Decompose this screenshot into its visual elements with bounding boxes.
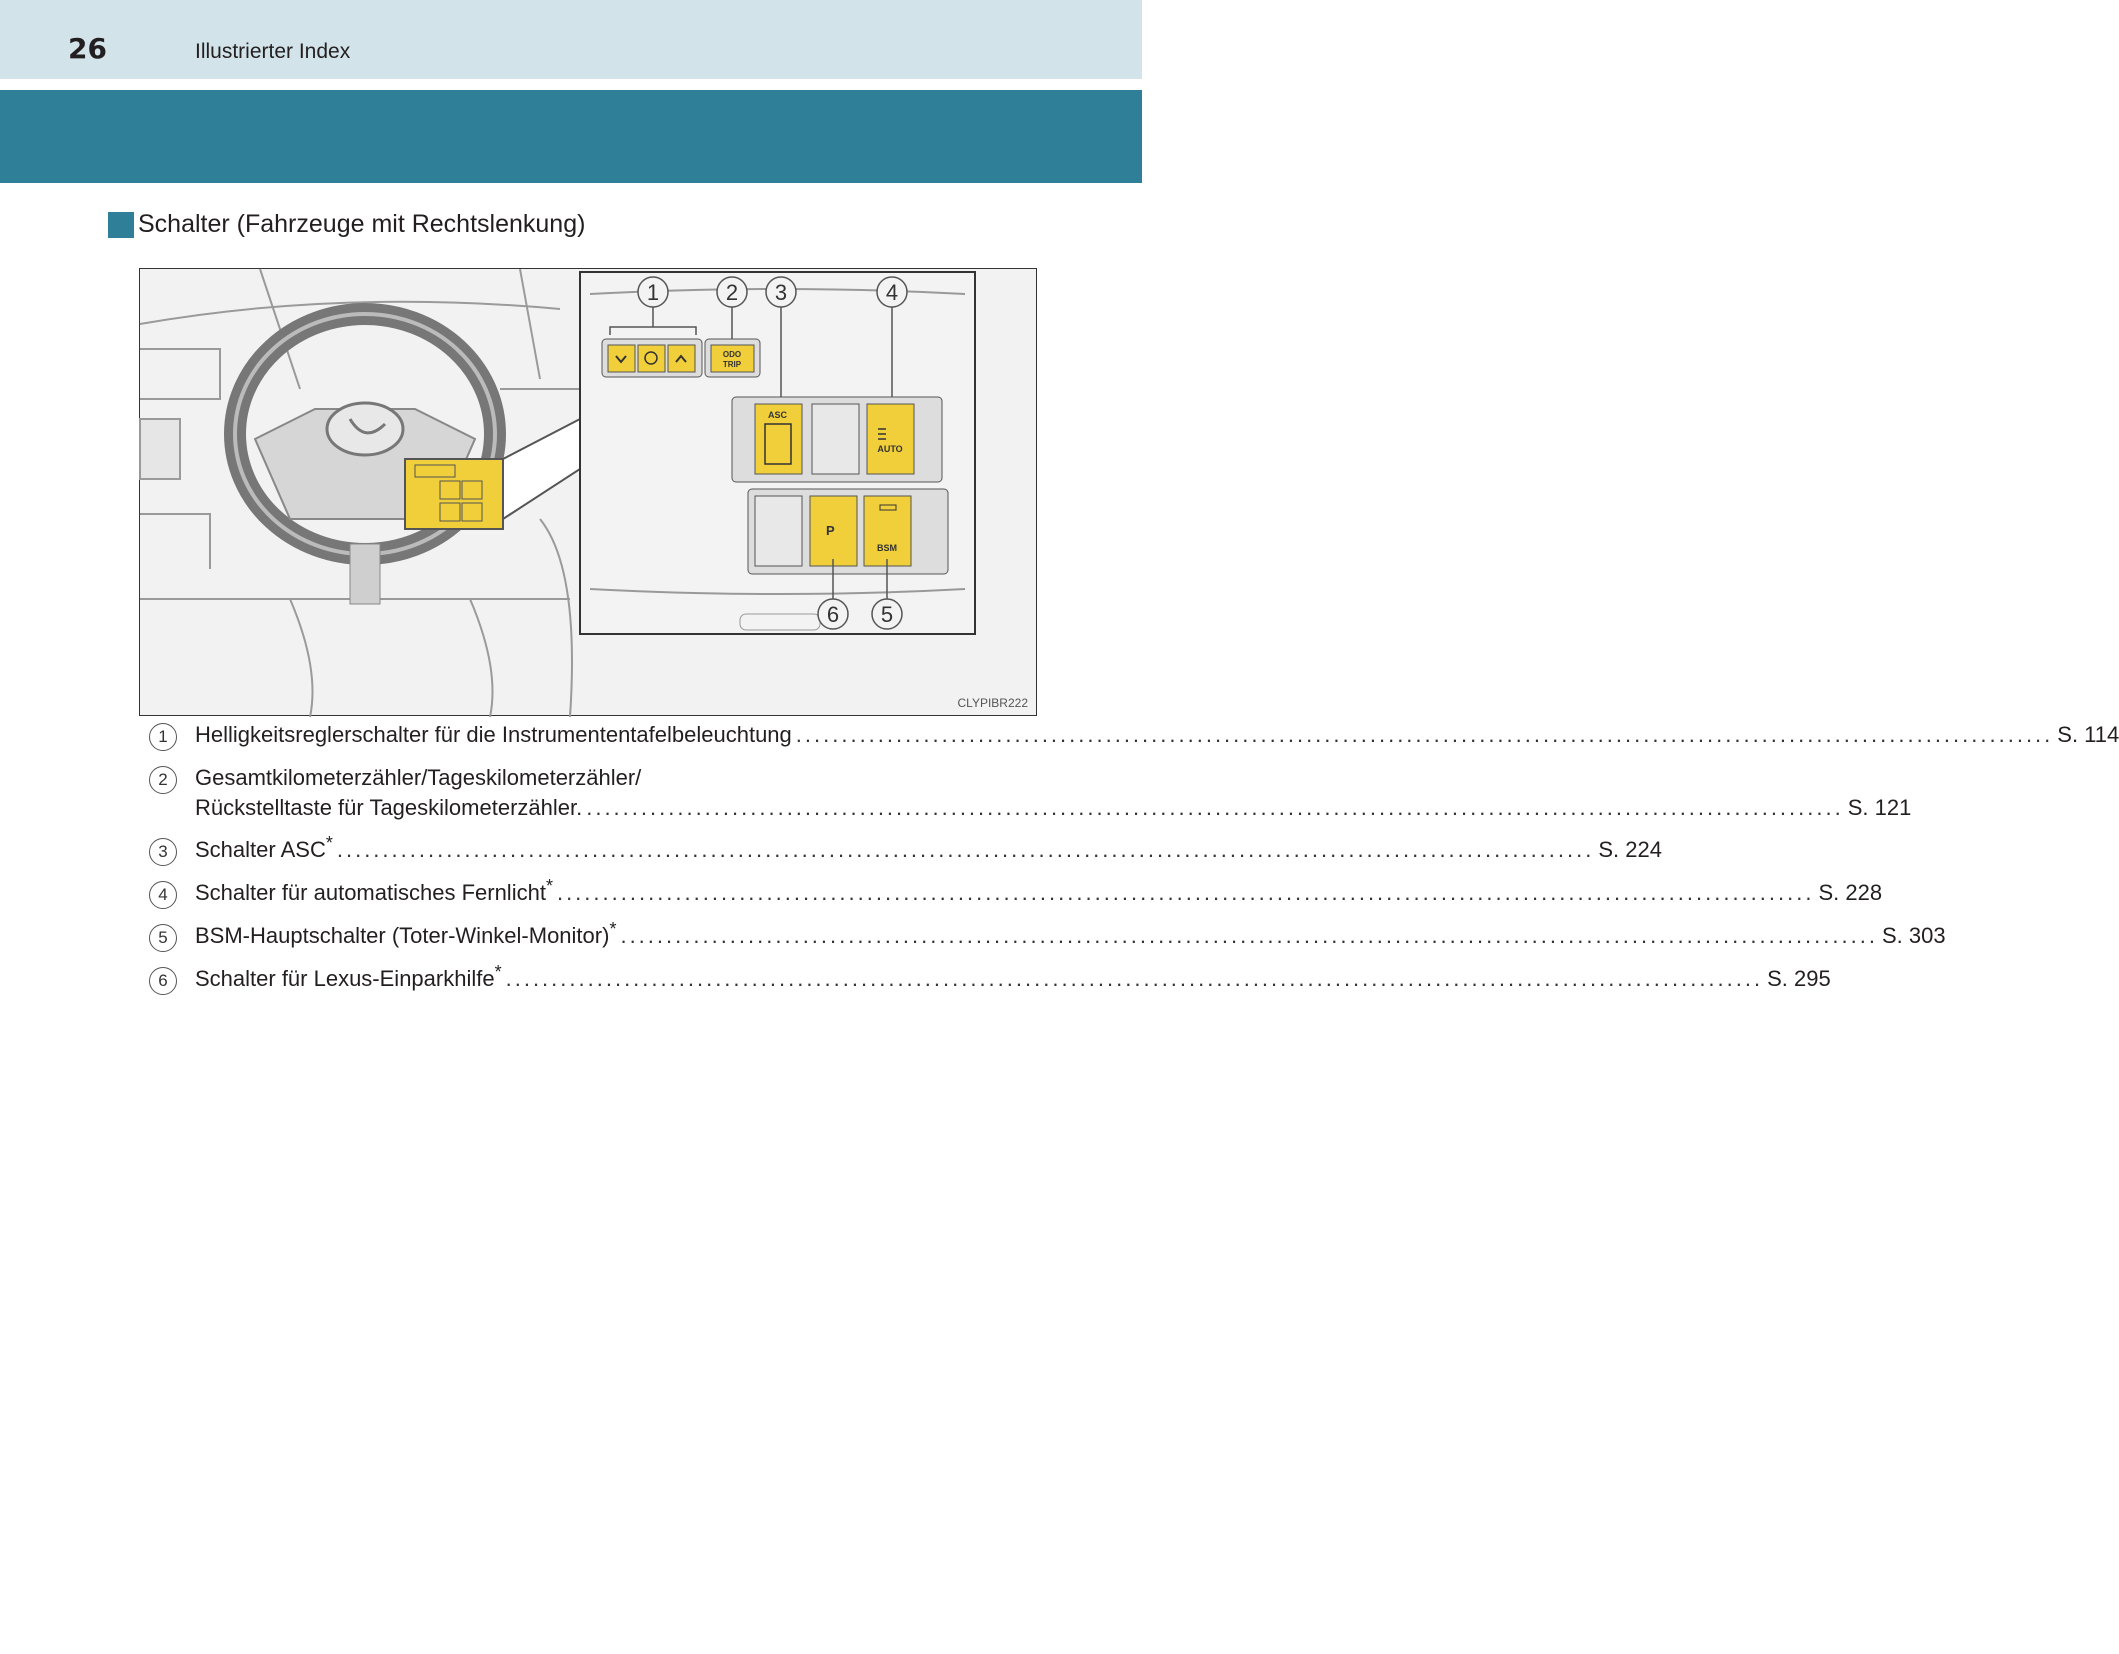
star-mark: * xyxy=(325,833,333,853)
page-number: 26 xyxy=(68,32,107,65)
auto-text: AUTO xyxy=(877,444,903,454)
item-label-text: Schalter für automatisches Fernlicht xyxy=(195,880,546,905)
star-mark: * xyxy=(545,876,553,896)
item-number: 5 xyxy=(149,924,177,952)
header-title: Illustrierter Index xyxy=(195,40,351,63)
item-label-text: BSM-Hauptschalter (Toter-Winkel-Monitor) xyxy=(195,923,610,948)
bsm-text: BSM xyxy=(877,543,897,553)
auto-highbeam-switch xyxy=(867,404,914,474)
star-mark: * xyxy=(609,919,617,939)
index-list xyxy=(149,720,2119,1007)
item-page-link[interactable]: S. 295 xyxy=(1767,966,1831,991)
figure-code: CLYPIBR222 xyxy=(957,696,1028,710)
dimmer-up-switch xyxy=(668,345,695,372)
list-item xyxy=(149,833,1662,866)
item-label-line: Gesamtkilometerzähler/Tageskilometerzähler/ xyxy=(195,765,642,790)
item-page-link[interactable]: S. 303 xyxy=(1881,923,1946,948)
dimmer-icon-switch xyxy=(638,345,665,372)
leader-dots xyxy=(586,793,1844,823)
dashboard-illustration xyxy=(139,268,1037,716)
list-item xyxy=(149,720,2119,751)
dashboard-svg xyxy=(140,269,1038,717)
item-page-link[interactable]: S. 224 xyxy=(1598,837,1662,862)
item-label-text: Schalter ASC xyxy=(195,837,326,862)
item-label: Helligkeitsreglerschalter für die Instrumententafelbeleuchtung xyxy=(195,722,792,747)
odo-text: ODO xyxy=(722,350,742,359)
item-label xyxy=(195,878,553,908)
item-label-text: Schalter für Lexus-Einparkhilfe xyxy=(195,966,495,991)
leader-dots xyxy=(337,835,1595,865)
header-band xyxy=(0,90,1142,183)
leader-dots xyxy=(506,964,1764,994)
star-mark: * xyxy=(494,962,502,982)
list-item xyxy=(149,876,1883,909)
callout-3: 3 xyxy=(774,280,788,305)
item-label: Rückstelltaste für Tageskilometerzähler. xyxy=(195,795,583,820)
item-label xyxy=(195,835,333,865)
callout-2: 2 xyxy=(725,280,739,305)
callout-6: 6 xyxy=(826,602,840,627)
item-number: 4 xyxy=(149,881,177,909)
header-bar xyxy=(0,0,1142,79)
section-title: Schalter (Fahrzeuge mit Rechtslenkung) xyxy=(138,210,586,238)
list-item xyxy=(149,763,1912,823)
park-text: P xyxy=(826,523,835,538)
trip-text: TRIP xyxy=(722,360,742,369)
list-item xyxy=(149,919,1946,952)
dimmer-down-switch xyxy=(608,345,635,372)
section-heading xyxy=(108,210,585,239)
item-label xyxy=(195,921,616,951)
callout-1: 1 xyxy=(646,280,660,305)
item-page-link[interactable]: S. 121 xyxy=(1847,795,1912,820)
asc-text: ASC xyxy=(768,410,788,420)
list-item xyxy=(149,962,1831,995)
item-page-link[interactable]: S. 114 xyxy=(2057,722,2119,747)
item-number: 1 xyxy=(149,723,177,751)
callout-4: 4 xyxy=(885,280,899,305)
item-number: 3 xyxy=(149,838,177,866)
item-number: 2 xyxy=(149,766,177,794)
zoom-panel xyxy=(580,272,975,634)
leader-dots xyxy=(557,878,1815,908)
item-label xyxy=(195,964,502,994)
section-square-icon xyxy=(108,212,134,238)
leader-dots xyxy=(796,720,2054,750)
callout-5: 5 xyxy=(880,602,894,627)
leader-dots xyxy=(620,921,1878,951)
item-number: 6 xyxy=(149,967,177,995)
item-page-link[interactable]: S. 228 xyxy=(1818,880,1883,905)
bsm-switch xyxy=(864,496,911,566)
